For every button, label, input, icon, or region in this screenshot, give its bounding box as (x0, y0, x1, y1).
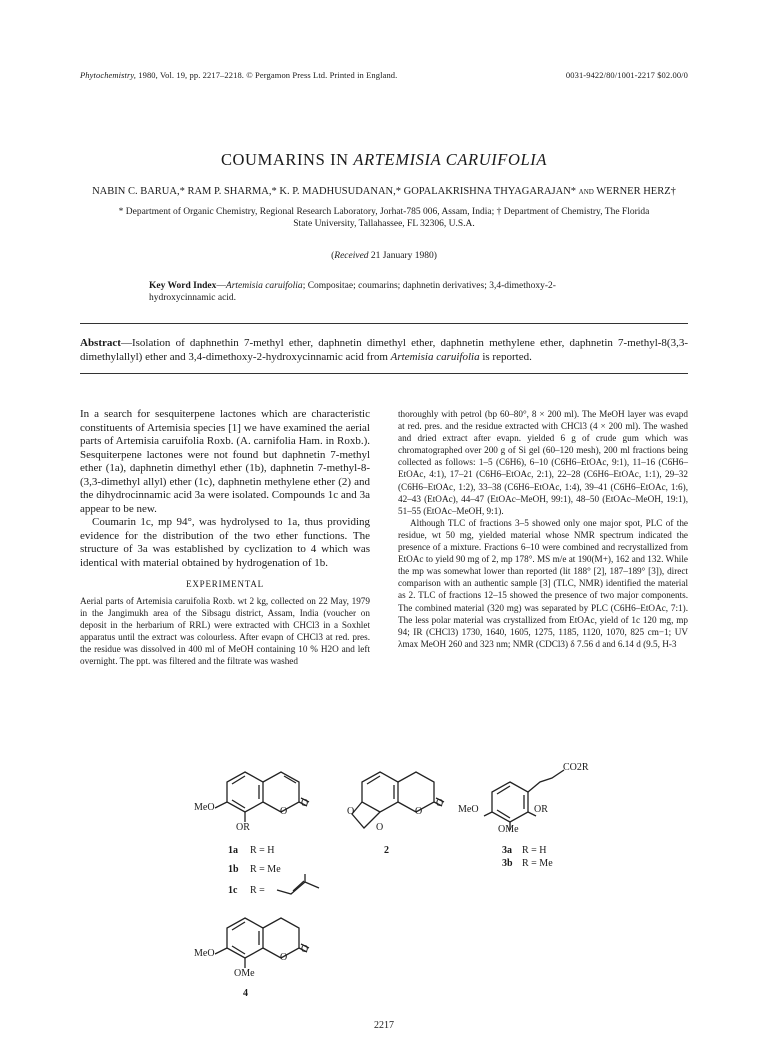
title-italic: ARTEMISIA CARUIFOLIA (353, 150, 548, 169)
abstract-species: Artemisia caruifolia (390, 351, 480, 363)
abstract-end: is reported. (479, 351, 532, 363)
keyword-index (149, 280, 619, 304)
received-open: ( (331, 251, 335, 261)
affiliations: * Department of Organic Chemistry, Regional Research Laboratory, Jorhat-785 006, Assam, India; † Department of Chemistry, The Florida State University, Tallahassee, FL 32306, U.S.A. (118, 207, 650, 229)
structure-4-ring-o: O (280, 952, 288, 963)
abstract (80, 336, 688, 364)
abstract-text: —Isolation of daphnethin 7-methyl ether, daphnetin dimethyl ether, daphnetin methylene ether, daphnetin 7-methyl-8(3,3-dimethylallyl) ether and 3,4-dimethoxy-2-hydroxycinnamic acid from (80, 337, 688, 363)
r-3a: R = H (522, 845, 547, 856)
experimental-paragraph-1: Aerial parts of Artemisia caruifolia Roxb. wt 2 kg, collected on 22 May, 1979 in the Jangimukh area of the Sibsagu district, Assam, India (voucher on deposit in the herbarium of RRL) were extracted with CHCl3 in a Soxhlet apparatus until the extract was colourless. After evapn of CHCl3 at red. pres. the residue was dissolved in 400 ml of MeOH containing 10 % H2O and left overnight. The ppt. was filtered and the filtrate was washed (80, 596, 370, 667)
structure-4-carbonyl-o: O (301, 944, 309, 955)
right-paragraph-2: Although TLC of fractions 3–5 showed only one major spot, PLC of the residue, wt 50 mg, yielded material whose NMR spectrum indicated the presence of a mixture. Fractions 6–10 were combined and recrystallized from EtOAc to yield 90 mg of 2, mp 178°. MS m/e at 190(M+), 162 and 132. While the mp was somewhat lower than reported (lit 188° [2], 187–189° [3]), direct comparison with an authentic sample [3] (TLC, NMR) identified the material as 2. TLC of fractions 12–15 showed the presence of two major components. The combined material (320 mg) was separated by PLC (C6H6–EtOAc, 7:1). The less polar material was crystallized from EtOAc, yield of 1c 120 mg, mp 94; IR (CHCl3) 1730, 1640, 1605, 1275, 1185, 1120, 1070, 825 cm−1; UV λmax MeOH 260 and 323 nm; NMR (CDCl3) δ 7.56 d and 6.14 d (9.5, H-3 (398, 517, 688, 649)
structure-3-ome: OMe (498, 824, 519, 835)
abstract-bottom-rule (80, 373, 688, 374)
structure-3-meo: MeO (458, 804, 479, 815)
structure-2-drawing (340, 762, 450, 842)
structure-1-ring-o: O (280, 806, 288, 817)
structure-1-carbonyl-o: O (301, 798, 309, 809)
structure-2-ring-o: O (415, 806, 423, 817)
structure-1-or: OR (236, 822, 250, 833)
citation-text: 1980, Vol. 19, pp. 2217–2218. © Pergamon Press Ltd. Printed in England. (136, 70, 398, 80)
running-header-citation (80, 70, 397, 80)
structure-1-drawing (205, 762, 315, 842)
keyword-list: ; Compositae; coumarins; daphnetin derivatives; 3,4-dimethoxy-2-hydroxycinnamic acid. (149, 281, 556, 303)
structure-3-co2r: CO2R (563, 762, 589, 773)
label-3a: 3a (502, 845, 512, 856)
structure-2-methylene-o2: O (376, 822, 384, 833)
abstract-label: Abstract (80, 337, 121, 349)
structure-2-methylene-o1: O (347, 806, 355, 817)
r-1b: R = Me (250, 864, 281, 875)
label-2: 2 (384, 845, 389, 856)
r-1a: R = H (250, 845, 275, 856)
label-3b: 3b (502, 858, 513, 869)
experimental-heading: EXPERIMENTAL (186, 579, 264, 589)
received-rest: 21 January 1980) (368, 251, 437, 261)
keyword-label: Key Word Index (149, 281, 217, 291)
structure-4-meo: MeO (194, 948, 215, 959)
paper-title (0, 150, 768, 170)
keyword-species: Artemisia caruifolia (225, 281, 303, 291)
structure-1-meo: MeO (194, 802, 215, 813)
running-header-code: 0031-9422/80/1001-2217 $02.00/0 (565, 70, 688, 80)
structure-2-carbonyl-o: O (436, 798, 444, 809)
author-list: NABIN C. BARUA,* RAM P. SHARMA,* K. P. MADHUSUDANAN,* GOPALAKRISHNA THYAGARAJAN* and WERNER HERZ† (92, 186, 676, 197)
title-plain: COUMARINS IN (220, 150, 354, 169)
r-1c: R = (250, 885, 265, 896)
structure-4-ome: OMe (234, 968, 255, 979)
journal-name: Phytochemistry, (80, 70, 137, 80)
intro-paragraph-2: Coumarin 1c, mp 94°, was hydrolysed to 1a, thus providing evidence for the distribution of the two ether functions. The structure of 3a was established by cyclization to 4 which was identical with material obtained by hydrogenation of 1b. (80, 516, 370, 569)
intro-paragraph-1: In a search for sesquiterpene lactones which are characteristic constituents of Artemisia species [1] we have examined the aerial parts of Artemisia caruifolia Roxb. (A. carnifolia Ham. in Roxb.). Sesquiterpene lactones were not found but daphnetin 7-methyl ether (1a), daphnetin dimethyl ether (1b), daphnetin 7-methyl-8-(3,3-dimethyl allyl) ether (1c), daphnetin methylene ether (2) and the dihydrocinnamic acid 3a were isolated. Compounds 1c and 3a appear to be new. (80, 408, 370, 515)
received-label: Received (334, 251, 369, 261)
keyword-dash: — (216, 281, 226, 291)
label-4: 4 (243, 988, 248, 999)
label-1b: 1b (228, 864, 239, 875)
structure-3-drawing (480, 764, 570, 844)
left-column (80, 408, 370, 668)
abstract-top-rule (80, 323, 688, 324)
right-paragraph-1: thoroughly with petrol (bp 60–80°, 8 × 200 ml). The MeOH layer was evapd at red. pres. and the residue extracted with CHCl3 (4 × 200 ml). The washed and dried extract after evapn. yielded 6 g of crude gum which was chromatographed over 200 g of Si gel (60–120 mesh), 200 ml fractions being collected as follows: 1–5 (C6H6), 6–10 (C6H6–EtOAc, 9:1), 11–16 (C6H6–EtOAc, 4:1), 17–21 (C6H6–EtOAc, 2:1), 22–28 (C6H6–EtOAc, 1:1), 29–32 (C6H6–EtOAc, 1:2), 33–38 (C6H6–EtOAc, 1:4), 39–41 (C6H6–EtOAc, 1:6), 42–43 (EtOAc), 44–47 (EtOAc–MeOH, 99:1), 48–50 (EtOAc–MeOH, 19:1), 51–55 (EtOAc–MeOH, 9:1). (398, 409, 688, 516)
page-number: 2217 (374, 1020, 394, 1031)
label-1c: 1c (228, 885, 238, 896)
label-1a: 1a (228, 845, 238, 856)
right-column (398, 408, 688, 650)
prenyl-group-drawing (275, 874, 325, 898)
structure-4-drawing (205, 908, 315, 988)
r-3b: R = Me (522, 858, 553, 869)
structure-3-or: OR (534, 804, 548, 815)
received-date (0, 251, 768, 261)
